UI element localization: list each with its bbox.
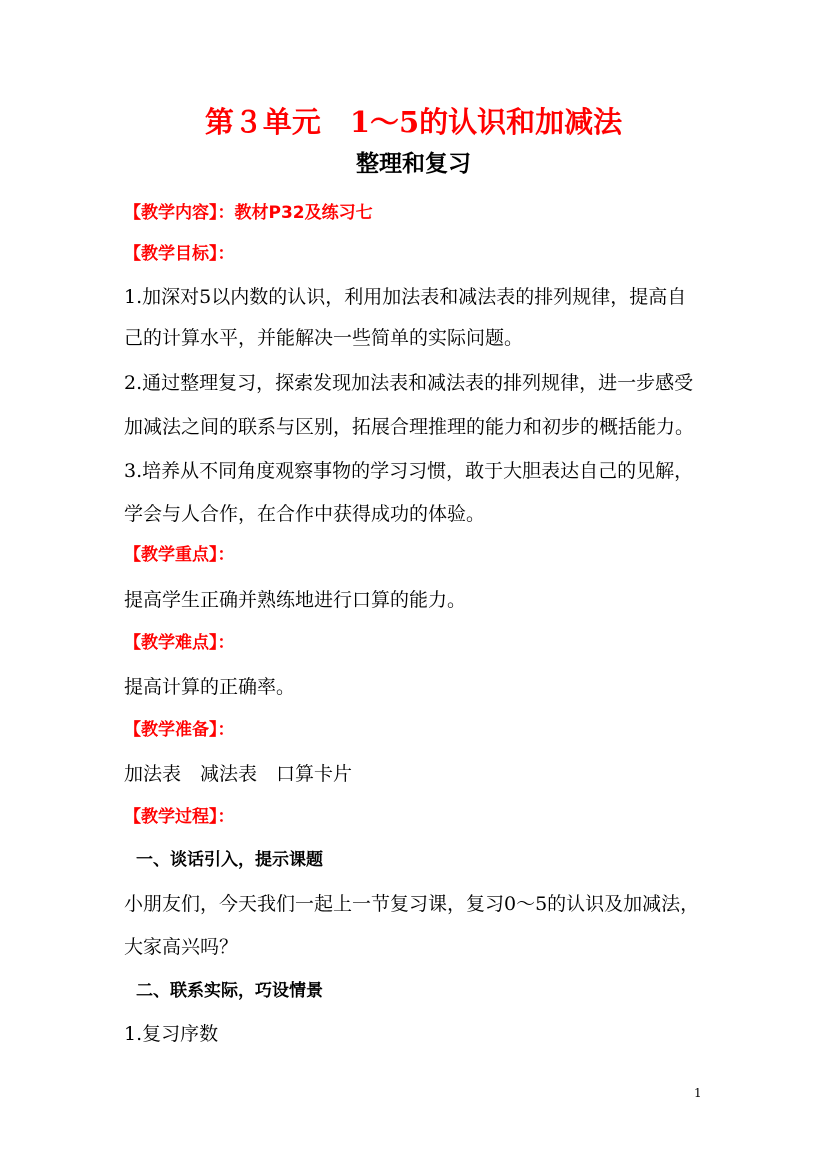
section1-title: 一、谈话引入，提示课题	[136, 850, 323, 870]
key-text: 提高学生正确并熟练地进行口算的能力。	[124, 589, 467, 611]
key-heading: 【教学重点】：	[124, 545, 235, 565]
goals-heading: 【教学目标】：	[124, 244, 235, 264]
section2-title: 二、联系实际，巧设情景	[136, 981, 323, 1001]
goals-line: 1.加深对5以内数的认识，利用加法表和减法表的排列规律，提高自	[124, 286, 687, 308]
section2-item: 1.复习序数	[124, 1023, 219, 1045]
section1-line: 大家高兴吗？	[124, 936, 239, 958]
goals-line: 3.培养从不同角度观察事物的学习习惯，敢于大胆表达自己的见解，	[124, 460, 694, 482]
prep-text: 加法表 减法表 口算卡片	[124, 763, 353, 785]
goals-line: 己的计算水平，并能解决一些简单的实际问题。	[124, 327, 524, 349]
difficulty-text: 提高计算的正确率。	[124, 676, 296, 698]
content-heading: 【教学内容】：教材P32及练习七	[124, 203, 373, 223]
goals-line: 2.通过整理复习，探索发现加法表和减法表的排列规律，进一步感受	[124, 372, 694, 394]
difficulty-heading: 【教学难点】：	[124, 633, 235, 653]
process-heading: 【教学过程】：	[124, 807, 235, 827]
section1-line: 小朋友们，今天我们一起上一节复习课，复习0～5的认识及加减法，	[124, 893, 700, 915]
prep-heading: 【教学准备】：	[124, 720, 235, 740]
goals-line: 加减法之间的联系与区别，拓展合理推理的能力和初步的概括能力。	[124, 416, 695, 438]
page-title: 第３单元 1～5的认识和加减法	[204, 105, 623, 139]
page-subtitle: 整理和复习	[356, 151, 471, 177]
page-number: 1	[694, 1086, 702, 1100]
goals-line: 学会与人合作，在合作中获得成功的体验。	[124, 503, 486, 525]
